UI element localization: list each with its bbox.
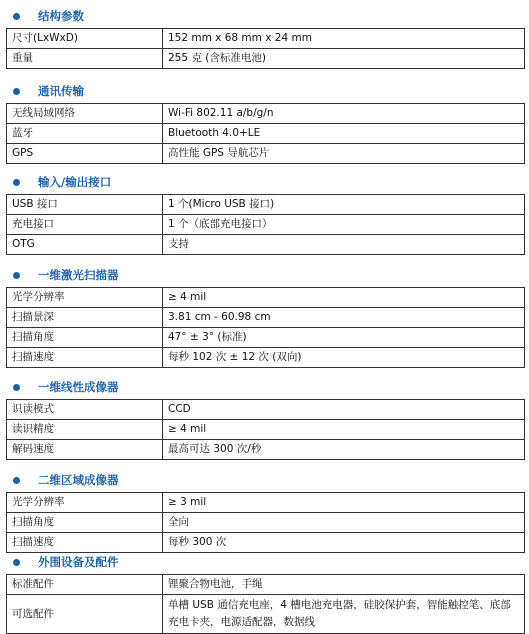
spec-value: ≥ 4 mil	[163, 288, 525, 308]
section-title: 一维线性成像器	[38, 380, 119, 394]
spec-value: 最高可达 300 次/秒	[163, 440, 525, 460]
section-title: 一维激光扫描器	[38, 268, 119, 282]
spec-table	[6, 399, 525, 460]
table-row	[7, 328, 525, 348]
bullet-dot-icon	[13, 179, 20, 186]
table-row	[7, 144, 525, 164]
spec-value: 3.81 cm - 60.98 cm	[163, 308, 525, 328]
spec-label: 扫描速度	[7, 533, 163, 553]
spec-table	[6, 194, 525, 255]
table-row	[7, 29, 525, 49]
spec-label: 标准配件	[7, 575, 163, 595]
spec-table	[6, 103, 525, 164]
spec-value: 全向	[163, 513, 525, 533]
spec-value: 1 个（底部充电接口）	[163, 215, 525, 235]
table-row	[7, 215, 525, 235]
section-header	[0, 553, 119, 571]
spec-label: 扫描景深	[7, 308, 163, 328]
spec-value: 每秒 102 次 ± 12 次 (双向)	[163, 348, 525, 368]
spec-label: OTG	[7, 235, 163, 255]
bullet-dot-icon	[13, 13, 20, 20]
spec-value: 255 克 (含标准电池)	[163, 49, 525, 69]
bullet-dot-icon	[13, 559, 20, 566]
section-header	[0, 471, 119, 489]
spec-value: 高性能 GPS 导航芯片	[163, 144, 525, 164]
bullet-dot-icon	[13, 477, 20, 484]
spec-value: 每秒 300 次	[163, 533, 525, 553]
spec-value: 支持	[163, 235, 525, 255]
table-row	[7, 195, 525, 215]
spec-label: 重量	[7, 49, 163, 69]
spec-value: ≥ 3 mil	[163, 493, 525, 513]
spec-label: 识读模式	[7, 400, 163, 420]
spec-value: Bluetooth 4.0+LE	[163, 124, 525, 144]
spec-value: Wi-Fi 802.11 a/b/g/n	[163, 104, 525, 124]
section-title: 输入/输出接口	[38, 175, 112, 189]
spec-value: CCD	[163, 400, 525, 420]
spec-value: ≥ 4 mil	[163, 420, 525, 440]
section-header	[0, 378, 119, 396]
spec-label: 尺寸(LxWxD)	[7, 29, 163, 49]
section-header	[0, 266, 119, 284]
table-row	[7, 288, 525, 308]
spec-label: 可选配件	[7, 595, 163, 634]
table-row	[7, 595, 525, 634]
table-row	[7, 420, 525, 440]
spec-label: USB 接口	[7, 195, 163, 215]
section-header	[0, 7, 84, 25]
table-row	[7, 493, 525, 513]
table-row	[7, 513, 525, 533]
table-row	[7, 124, 525, 144]
spec-label: 扫描速度	[7, 348, 163, 368]
spec-label: 解码速度	[7, 440, 163, 460]
spec-value: 锂聚合物电池，手绳	[163, 575, 525, 595]
section-title: 外围设备及配件	[38, 555, 119, 569]
table-row	[7, 49, 525, 69]
spec-label: 充电接口	[7, 215, 163, 235]
spec-table	[6, 28, 525, 69]
bullet-dot-icon	[13, 384, 20, 391]
section-title: 通讯传输	[38, 84, 84, 98]
spec-label: 无线局域网络	[7, 104, 163, 124]
table-row	[7, 575, 525, 595]
section-title: 二维区域成像器	[38, 473, 119, 487]
bullet-dot-icon	[13, 88, 20, 95]
spec-label: 光学分辨率	[7, 288, 163, 308]
table-row	[7, 235, 525, 255]
spec-label: GPS	[7, 144, 163, 164]
section-title: 结构参数	[38, 9, 84, 23]
spec-label: 蓝牙	[7, 124, 163, 144]
table-row	[7, 308, 525, 328]
spec-table	[6, 287, 525, 368]
spec-value: 47° ± 3° (标准)	[163, 328, 525, 348]
spec-value: 152 mm x 68 mm x 24 mm	[163, 29, 525, 49]
spec-label: 读识精度	[7, 420, 163, 440]
spec-value: 单槽 USB 通信充电座，4 槽电池充电器，硅胶保护套，智能触控笔、底部充电卡夹，电源适配器，数据线	[163, 595, 525, 634]
section-header	[0, 173, 111, 191]
table-row	[7, 104, 525, 124]
spec-label: 扫描角度	[7, 328, 163, 348]
spec-table	[6, 492, 525, 553]
table-row	[7, 533, 525, 553]
spec-label: 光学分辨率	[7, 493, 163, 513]
table-row	[7, 400, 525, 420]
spec-label: 扫描角度	[7, 513, 163, 533]
bullet-dot-icon	[13, 272, 20, 279]
spec-table	[6, 574, 525, 634]
table-row	[7, 348, 525, 368]
table-row	[7, 440, 525, 460]
section-header	[0, 82, 84, 100]
spec-value: 1 个(Micro USB 接口)	[163, 195, 525, 215]
